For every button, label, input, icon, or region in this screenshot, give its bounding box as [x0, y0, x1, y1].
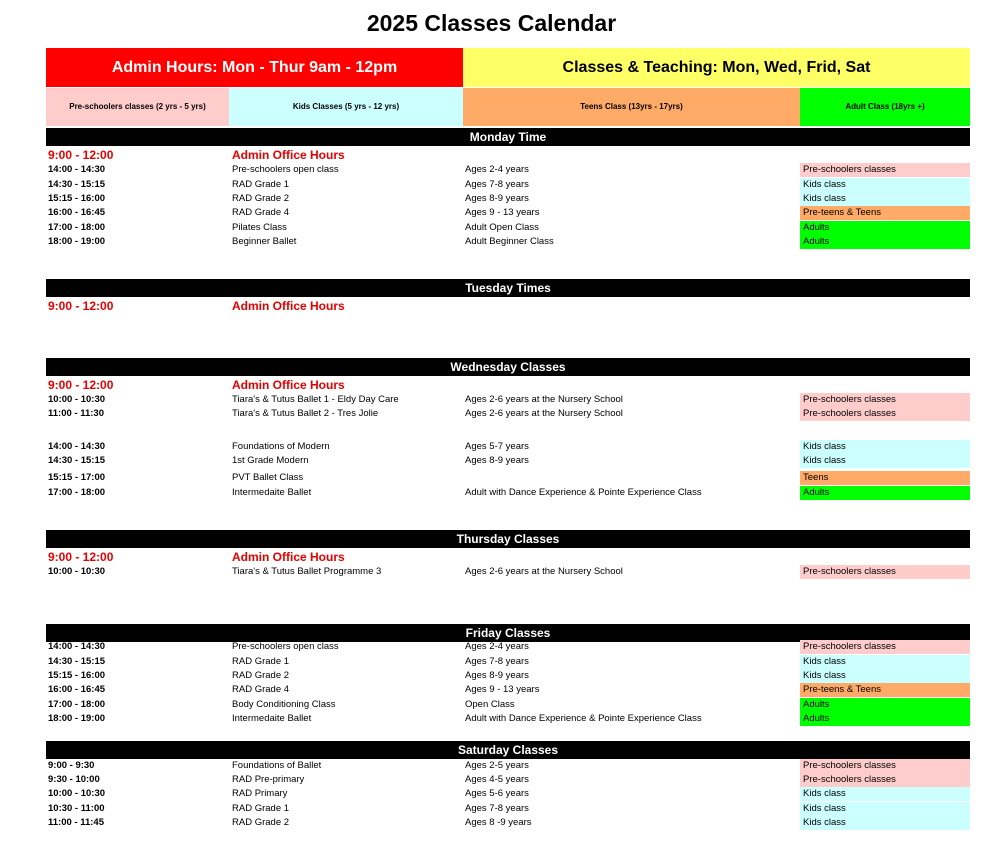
- class-name: RAD Grade 4: [232, 684, 290, 695]
- class-name: Pre-schoolers open class: [232, 164, 339, 175]
- class-ages: Ages 7-8 years: [465, 179, 529, 190]
- class-ages: Ages 9 - 13 years: [465, 207, 540, 218]
- class-time: 10:30 - 11:00: [48, 803, 105, 814]
- class-name: RAD Grade 1: [232, 803, 290, 814]
- class-time: 16:00 - 16:45: [48, 207, 106, 218]
- class-category: Kids class: [800, 440, 970, 454]
- admin-row-monday: [46, 147, 970, 163]
- class-category: Pre-teens & Teens: [800, 206, 970, 220]
- class-name: Foundations of Ballet: [232, 760, 322, 771]
- class-ages: Ages 2-5 years: [465, 760, 529, 771]
- class-name: Body Conditioning Class: [232, 699, 336, 710]
- class-row: [46, 178, 970, 192]
- class-name: RAD Grade 1: [232, 179, 290, 190]
- class-time: 14:30 - 15:15: [48, 455, 106, 466]
- class-row: [46, 163, 970, 177]
- class-ages: Open Class: [465, 699, 515, 710]
- class-time: 14:30 - 15:15: [48, 656, 106, 667]
- class-ages: Ages 2-6 years at the Nursery School: [465, 408, 623, 419]
- class-time: 10:00 - 10:30: [48, 566, 106, 577]
- admin-row-wednesday: [46, 377, 970, 393]
- class-row: [46, 471, 970, 485]
- class-row: [46, 407, 970, 421]
- class-time: 16:00 - 16:45: [48, 684, 106, 695]
- class-row: [46, 565, 970, 579]
- class-time: 15:15 - 16:00: [48, 670, 106, 681]
- class-category: Adults: [800, 486, 970, 500]
- class-row: [46, 440, 970, 454]
- class-category: Kids class: [800, 816, 970, 830]
- class-row: [46, 235, 970, 249]
- class-name: Foundations of Modern: [232, 441, 330, 452]
- class-category: Pre-schoolers classes: [800, 565, 970, 579]
- class-name: PVT Ballet Class: [232, 472, 304, 483]
- admin-time: 9:00 - 12:00: [48, 299, 114, 313]
- class-category: Kids class: [800, 655, 970, 669]
- class-row: [46, 698, 970, 712]
- class-name: RAD Grade 2: [232, 670, 290, 681]
- admin-time: 9:00 - 12:00: [48, 550, 114, 564]
- class-category: Pre-schoolers classes: [800, 773, 970, 787]
- teaching-days-header: Classes & Teaching: Mon, Wed, Frid, Sat: [463, 48, 970, 87]
- class-ages: Ages 8-9 years: [465, 193, 529, 204]
- class-time: 11:00 - 11:30: [48, 408, 104, 419]
- class-name: Tiara's & Tutus Ballet Programme 3: [232, 566, 382, 577]
- class-category: Adults: [800, 221, 970, 235]
- class-row: [46, 206, 970, 220]
- class-ages: Ages 9 - 13 years: [465, 684, 540, 695]
- class-ages: Ages 2-4 years: [465, 164, 529, 175]
- admin-time: 9:00 - 12:00: [48, 148, 114, 162]
- section-header-tuesday: Tuesday Times: [46, 279, 970, 297]
- class-time: 14:30 - 15:15: [48, 179, 106, 190]
- class-name: RAD Grade 2: [232, 193, 290, 204]
- class-ages: Ages 4-5 years: [465, 774, 529, 785]
- section-header-wednesday: Wednesday Classes: [46, 358, 970, 376]
- class-row: [46, 802, 970, 816]
- class-category: Kids class: [800, 802, 970, 816]
- class-time: 18:00 - 19:00: [48, 713, 106, 724]
- class-row: [46, 393, 970, 407]
- class-ages: Adult Open Class: [465, 222, 539, 233]
- class-time: 18:00 - 19:00: [48, 236, 106, 247]
- class-category: Kids class: [800, 192, 970, 206]
- class-category: Pre-schoolers classes: [800, 163, 970, 177]
- class-time: 14:00 - 14:30: [48, 641, 106, 652]
- class-name: Intermedaite Ballet: [232, 487, 312, 498]
- class-row: [46, 640, 970, 654]
- legend-teens: Teens Class (13yrs - 17yrs): [463, 88, 800, 126]
- class-ages: Ages 8 -9 years: [465, 817, 532, 828]
- admin-time: 9:00 - 12:00: [48, 378, 114, 392]
- page-title: 2025 Classes Calendar: [366, 10, 617, 36]
- class-category: Pre-schoolers classes: [800, 407, 970, 421]
- class-ages: Ages 7-8 years: [465, 803, 529, 814]
- class-row: [46, 486, 970, 500]
- class-ages: Ages 5-7 years: [465, 441, 529, 452]
- class-category: Pre-schoolers classes: [800, 640, 970, 654]
- class-time: 14:00 - 14:30: [48, 441, 106, 452]
- class-name: Pre-schoolers open class: [232, 641, 339, 652]
- class-time: 17:00 - 18:00: [48, 222, 106, 233]
- class-ages: Ages 2-6 years at the Nursery School: [465, 394, 623, 405]
- class-category: Pre-schoolers classes: [800, 759, 970, 773]
- class-time: 10:00 - 10:30: [48, 394, 106, 405]
- class-time: 15:15 - 16:00: [48, 193, 106, 204]
- section-header-thursday: Thursday Classes: [46, 530, 970, 548]
- class-time: 11:00 - 11:45: [48, 817, 104, 828]
- class-time: 15:15 - 17:00: [48, 472, 106, 483]
- class-name: RAD Grade 2: [232, 817, 290, 828]
- class-time: 9:30 - 10:00: [48, 774, 100, 785]
- class-name: Intermedaite Ballet: [232, 713, 312, 724]
- class-name: Tiara's & Tutus Ballet 2 - Tres Jolie: [232, 408, 379, 419]
- class-row: [46, 221, 970, 235]
- class-name: RAD Pre-primary: [232, 774, 305, 785]
- legend-kids: Kids Classes (5 yrs - 12 yrs): [229, 88, 463, 126]
- class-row: [46, 773, 970, 787]
- admin-label: Admin Office Hours: [232, 299, 345, 313]
- class-row: [46, 454, 970, 468]
- class-name: RAD Grade 1: [232, 656, 290, 667]
- class-category: Adults: [800, 235, 970, 249]
- class-row: [46, 655, 970, 669]
- admin-row-tuesday: [46, 298, 970, 314]
- legend-preschool: Pre-schoolers classes (2 yrs - 5 yrs): [46, 88, 229, 126]
- admin-label: Admin Office Hours: [232, 378, 345, 392]
- class-ages: Ages 7-8 years: [465, 656, 529, 667]
- admin-row-thursday: [46, 549, 970, 565]
- class-category: Pre-teens & Teens: [800, 683, 970, 697]
- class-ages: Ages 8-9 years: [465, 455, 529, 466]
- class-ages: Ages 2-4 years: [465, 641, 529, 652]
- section-header-friday: Friday Classes: [46, 624, 970, 642]
- class-category: Kids class: [800, 178, 970, 192]
- legend-adult: Adult Class (18yrs +): [800, 88, 970, 126]
- class-time: 17:00 - 18:00: [48, 487, 106, 498]
- class-name: Beginner Ballet: [232, 236, 297, 247]
- admin-hours-header: Admin Hours: Mon - Thur 9am - 12pm: [46, 48, 463, 87]
- class-category: Pre-schoolers classes: [800, 393, 970, 407]
- class-row: [46, 816, 970, 830]
- class-time: 9:00 - 9:30: [48, 760, 95, 771]
- class-category: Kids class: [800, 669, 970, 683]
- class-row: [46, 787, 970, 801]
- section-header-monday: Monday Time: [46, 128, 970, 146]
- class-time: 17:00 - 18:00: [48, 699, 106, 710]
- class-category: Adults: [800, 712, 970, 726]
- admin-label: Admin Office Hours: [232, 148, 345, 162]
- class-row: [46, 759, 970, 773]
- class-name: RAD Primary: [232, 788, 288, 799]
- class-category: Adults: [800, 698, 970, 712]
- class-category: Teens: [800, 471, 970, 485]
- class-time: 10:00 - 10:30: [48, 788, 106, 799]
- section-header-saturday: Saturday Classes: [46, 741, 970, 759]
- admin-label: Admin Office Hours: [232, 550, 345, 564]
- class-ages: Adult with Dance Experience & Pointe Experience Class: [465, 487, 702, 498]
- class-ages: Ages 5-6 years: [465, 788, 529, 799]
- class-ages: Ages 2-6 years at the Nursery School: [465, 566, 623, 577]
- class-row: [46, 683, 970, 697]
- class-row: [46, 669, 970, 683]
- class-name: 1st Grade Modern: [232, 455, 309, 466]
- class-time: 14:00 - 14:30: [48, 164, 106, 175]
- class-ages: Adult with Dance Experience & Pointe Experience Class: [465, 713, 702, 724]
- class-name: Tiara's & Tutus Ballet 1 - Eldy Day Care: [232, 394, 399, 405]
- class-category: Kids class: [800, 787, 970, 801]
- class-name: Pilates Class: [232, 222, 287, 233]
- class-name: RAD Grade 4: [232, 207, 290, 218]
- class-ages: Adult Beginner Class: [465, 236, 554, 247]
- class-row: [46, 192, 970, 206]
- class-category: Kids class: [800, 454, 970, 468]
- class-ages: Ages 8-9 years: [465, 670, 529, 681]
- class-row: [46, 712, 970, 726]
